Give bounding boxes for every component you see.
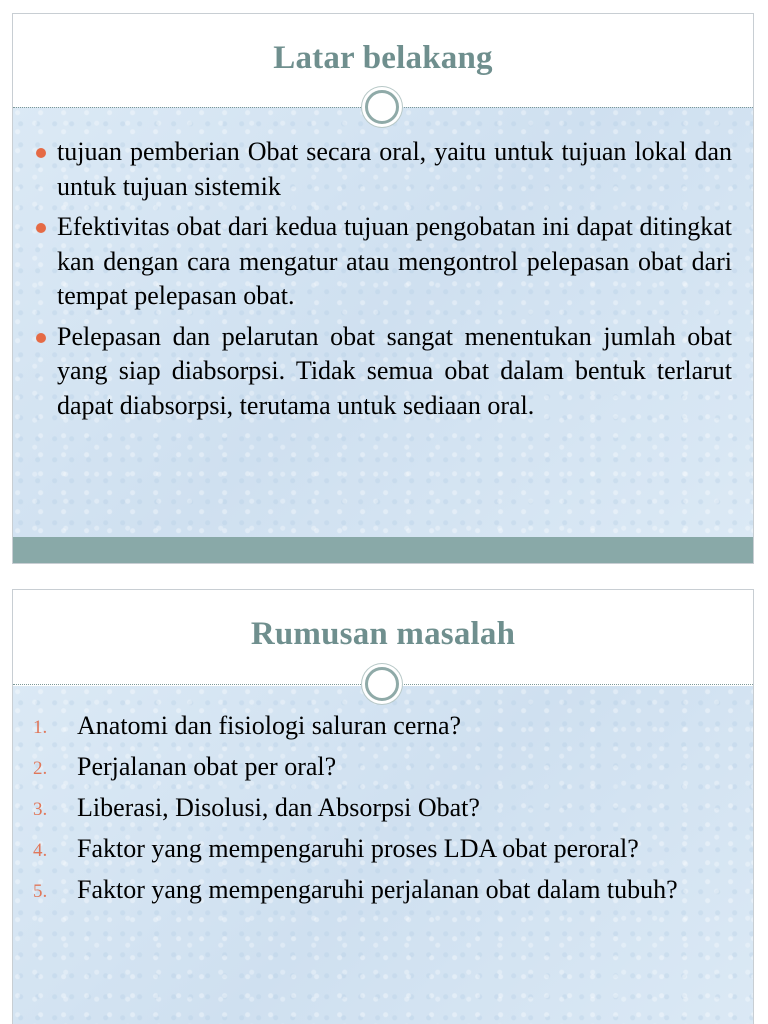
list-text: Liberasi, Disolusi, dan Absorpsi Obat? [77, 793, 480, 822]
ring-ornament-icon [365, 90, 399, 124]
list-text: Perjalanan obat per oral? [77, 752, 337, 781]
bullet-text: tujuan pemberian Obat secara oral, yaitu untuk tujuan lokal dan untuk tujuan sistemik [57, 137, 732, 201]
list-item [33, 750, 732, 784]
list-number: 5. [33, 881, 48, 902]
bullet-list [33, 135, 732, 429]
slide-rumusan-masalah [12, 589, 754, 1024]
bullet-text: Efektivitas obat dari kedua tujuan pengobatan ini dapat ditingkat kan dengan cara mengatur atau mengontrol pelepasan obat dari tempat pelepasan obat. [57, 212, 732, 310]
list-text: Anatomi dan fisiologi saluran cerna? [77, 711, 462, 740]
list-item [33, 709, 732, 743]
numbered-list [33, 709, 732, 914]
list-item [33, 791, 732, 825]
list-item [33, 873, 732, 907]
ring-ornament-icon [365, 667, 399, 701]
slide-title: Rumusan masalah [250, 616, 516, 652]
bullet-item [33, 135, 732, 204]
list-number: 2. [33, 758, 48, 779]
slide-latar-belakang [12, 13, 754, 564]
list-number: 3. [33, 799, 48, 820]
list-text: Faktor yang mempengaruhi perjalanan obat dalam tubuh? [77, 875, 678, 904]
list-item [33, 832, 732, 866]
bullet-dot-icon [36, 148, 46, 158]
list-number: 4. [33, 840, 48, 861]
bullet-dot-icon [36, 223, 46, 233]
bullet-text: Pelepasan dan pelarutan obat sangat menentukan jumlah obat yang siap diabsorpsi. Tidak semua obat dalam bentuk terlarut dapat diabsorpsi, terutama untuk sediaan oral. [57, 321, 732, 420]
footer-bar [13, 537, 753, 564]
list-text: Faktor yang mempengaruhi proses LDA obat peroral? [77, 834, 639, 863]
slide-title: Latar belakang [273, 40, 493, 76]
bullet-item [33, 320, 732, 424]
bullet-item [33, 210, 732, 314]
bullet-dot-icon [36, 333, 46, 343]
list-number: 1. [33, 717, 48, 738]
